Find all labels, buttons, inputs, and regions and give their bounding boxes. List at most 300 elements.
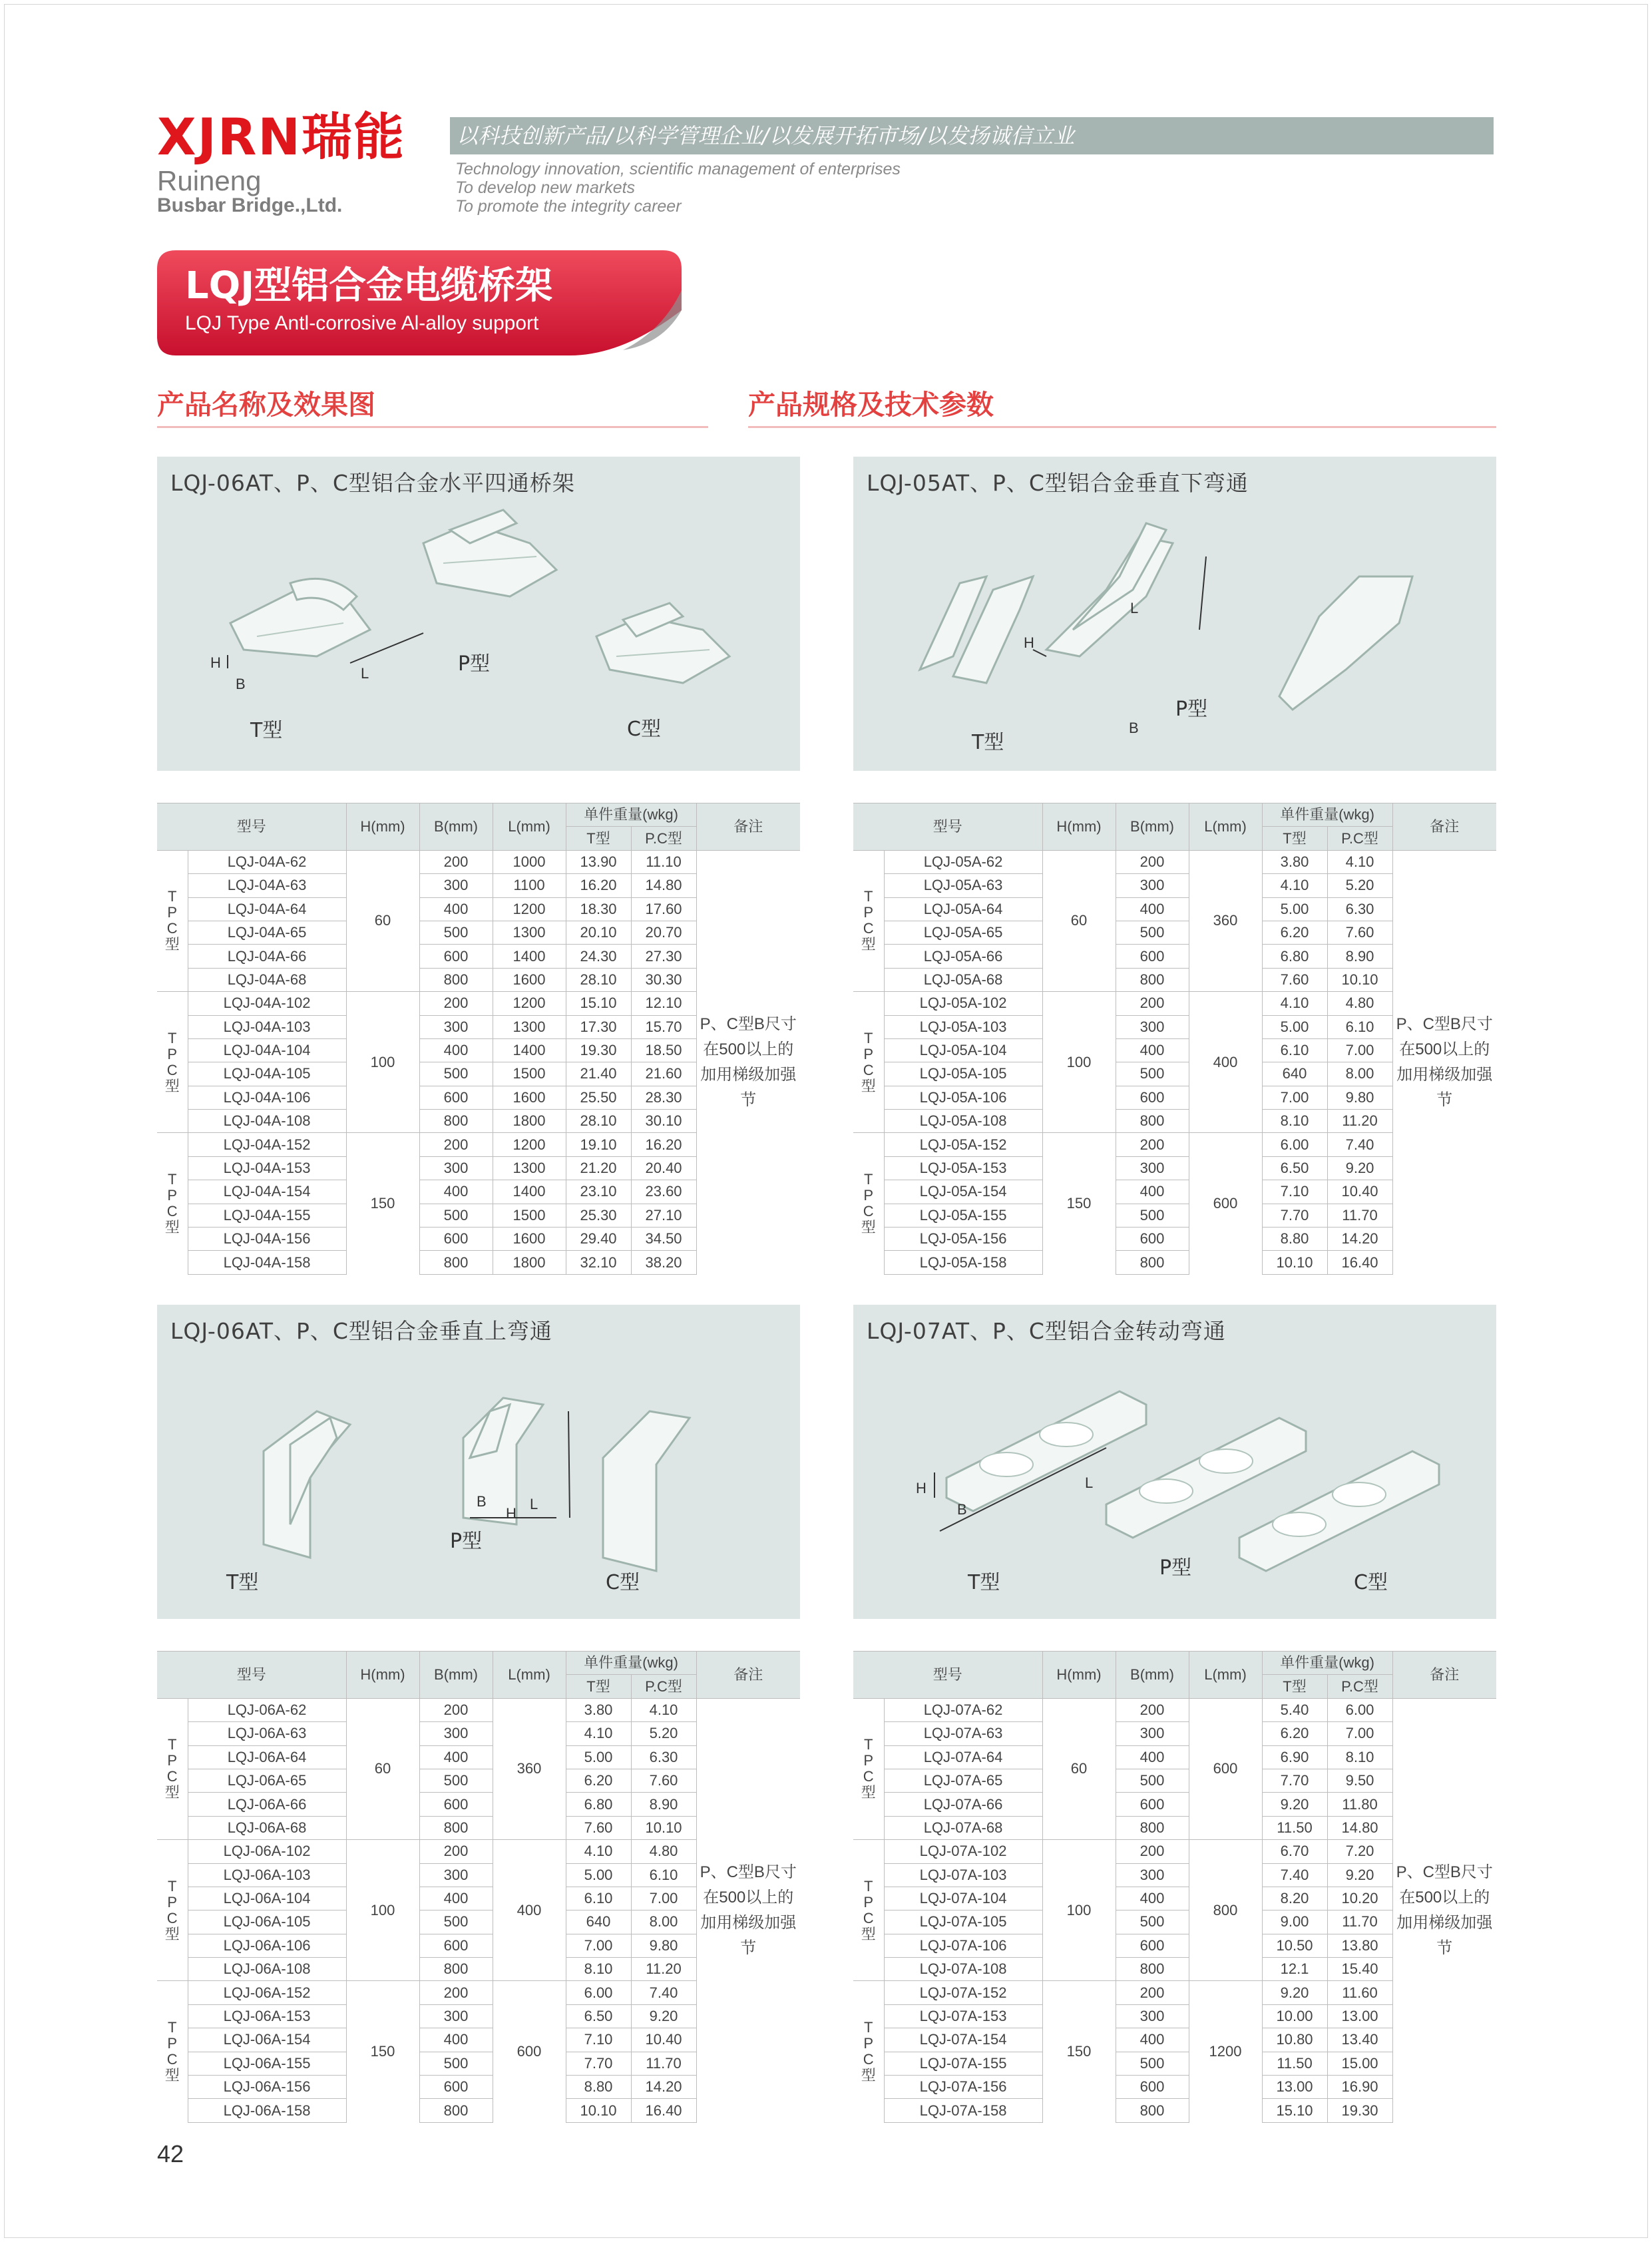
cell-model: LQJ-06A-62 [188, 1698, 346, 1721]
cell-weight-pc: 15.70 [631, 1015, 696, 1038]
cell-model: LQJ-06A-152 [188, 1981, 346, 2004]
cell-model: LQJ-04A-155 [188, 1204, 346, 1227]
cell-weight-pc: 11.80 [1327, 1793, 1392, 1816]
cell-b: 200 [419, 1981, 493, 2004]
spec-table-down-bend [853, 803, 1496, 1275]
cell-weight-pc: 7.20 [1327, 1840, 1392, 1863]
cell-weight-t: 8.80 [1262, 1228, 1327, 1251]
spec-table-4way [157, 803, 800, 1275]
cell-weight-pc: 7.40 [1327, 1133, 1392, 1156]
group-label: T P C 型 [853, 1981, 884, 2122]
cell-weight-t: 8.80 [566, 2076, 631, 2099]
cell-weight-t: 5.00 [1262, 1015, 1327, 1038]
label-p-type: P型 [1175, 698, 1208, 721]
cell-weight-t: 6.50 [1262, 1156, 1327, 1180]
cell-weight-t: 13.00 [1262, 2076, 1327, 2099]
cell-weight-pc: 16.90 [1327, 2076, 1392, 2099]
cell-b: 800 [419, 968, 493, 991]
cell-weight-pc: 23.60 [631, 1180, 696, 1204]
cell-model: LQJ-05A-106 [884, 1086, 1042, 1109]
cell-weight-t: 3.80 [566, 1698, 631, 1721]
cell-weight-t: 28.10 [566, 1110, 631, 1133]
cell-weight-t: 6.20 [1262, 921, 1327, 944]
cell-weight-pc: 11.20 [631, 1958, 696, 1981]
banner-title: LQJ型铝合金电缆桥架 [185, 264, 553, 308]
cell-weight-pc: 7.60 [1327, 921, 1392, 944]
cell-model: LQJ-07A-102 [884, 1840, 1042, 1863]
header-remark: 备注 [1392, 1652, 1496, 1699]
cell-b: 200 [419, 992, 493, 1015]
page-number: 42 [157, 2140, 184, 2167]
cell-weight-pc: 30.30 [631, 968, 696, 991]
cell-weight-t: 6.10 [1262, 1038, 1327, 1062]
cell-weight-t: 5.00 [1262, 897, 1327, 921]
cell-b: 300 [419, 1015, 493, 1038]
cell-b: 400 [419, 1887, 493, 1910]
label-p-type: P型 [1159, 1556, 1192, 1580]
cell-weight-t: 7.00 [1262, 1086, 1327, 1109]
cell-weight-t: 10.10 [566, 2099, 631, 2122]
cell-model: LQJ-05A-108 [884, 1110, 1042, 1133]
cell-model: LQJ-04A-64 [188, 897, 346, 921]
cell-weight-pc: 11.70 [1327, 1204, 1392, 1227]
cell-model: LQJ-05A-153 [884, 1156, 1042, 1180]
cell-weight-pc: 11.60 [1327, 1981, 1392, 2004]
cell-model: LQJ-04A-104 [188, 1038, 346, 1062]
table-row [157, 1698, 800, 1721]
label-c-type: C型 [1354, 1571, 1388, 1594]
cell-weight-t: 32.10 [566, 1251, 631, 1274]
cell-weight-pc: 14.20 [631, 2076, 696, 2099]
cell-weight-t: 10.80 [1262, 2028, 1327, 2052]
header-weight-t: T型 [1262, 827, 1327, 850]
cell-model: LQJ-04A-108 [188, 1110, 346, 1133]
cell-l: 1500 [493, 1062, 566, 1086]
slogan-en-2: To develop new markets [455, 178, 636, 197]
label-c-type: C型 [627, 718, 661, 741]
cell-model: LQJ-05A-63 [884, 874, 1042, 897]
cell-weight-pc: 10.10 [1327, 968, 1392, 991]
header-l: L(mm) [493, 803, 566, 851]
cell-weight-t: 16.20 [566, 874, 631, 897]
cell-model: LQJ-07A-106 [884, 1934, 1042, 1957]
header-l: L(mm) [493, 1652, 566, 1699]
header-model: 型号 [157, 803, 346, 851]
panel-title: LQJ-05AT、P、C型铝合金垂直下弯通 [867, 470, 1249, 496]
cell-l: 1100 [493, 874, 566, 897]
cell-b: 800 [1116, 2099, 1189, 2122]
cell-weight-t: 10.10 [1262, 1251, 1327, 1274]
cell-b: 800 [419, 1958, 493, 1981]
section-title-left: 产品名称及效果图 [157, 389, 375, 421]
cell-model: LQJ-04A-156 [188, 1228, 346, 1251]
cell-b: 600 [419, 945, 493, 968]
cell-weight-pc: 9.20 [1327, 1863, 1392, 1887]
cell-weight-pc: 9.20 [1327, 1156, 1392, 1180]
cell-b: 600 [1116, 2076, 1189, 2099]
cell-h: 100 [346, 1840, 419, 1981]
cell-weight-t: 8.10 [566, 1958, 631, 1981]
cell-l: 1200 [1189, 1981, 1262, 2122]
cell-l: 1300 [493, 1156, 566, 1180]
cell-weight-pc: 13.40 [1327, 2028, 1392, 2052]
cell-l: 1400 [493, 1180, 566, 1204]
group-label: T P C 型 [157, 1133, 188, 1274]
cell-weight-t: 29.40 [566, 1228, 631, 1251]
cell-model: LQJ-04A-152 [188, 1133, 346, 1156]
cell-model: LQJ-04A-62 [188, 850, 346, 873]
header-b: B(mm) [1116, 1652, 1189, 1699]
cell-l: 1300 [493, 921, 566, 944]
cell-b: 500 [419, 1204, 493, 1227]
cell-model: LQJ-05A-68 [884, 968, 1042, 991]
cell-weight-t: 25.50 [566, 1086, 631, 1109]
cell-weight-t: 12.1 [1262, 1958, 1327, 1981]
cell-b: 400 [1116, 1745, 1189, 1769]
cell-b: 500 [419, 2052, 493, 2075]
cell-model: LQJ-06A-102 [188, 1840, 346, 1863]
cell-b: 200 [419, 1698, 493, 1721]
cell-model: LQJ-04A-103 [188, 1015, 346, 1038]
cell-h: 100 [1042, 1840, 1116, 1981]
cell-weight-t: 6.70 [1262, 1840, 1327, 1863]
cell-b: 200 [419, 1840, 493, 1863]
cell-weight-t: 6.80 [1262, 945, 1327, 968]
cell-weight-pc: 27.10 [631, 1204, 696, 1227]
cell-l: 1800 [493, 1251, 566, 1274]
cell-model: LQJ-07A-65 [884, 1769, 1042, 1792]
cell-weight-pc: 7.00 [1327, 1038, 1392, 1062]
cell-model: LQJ-05A-66 [884, 945, 1042, 968]
cell-weight-t: 20.10 [566, 921, 631, 944]
cell-l: 600 [1189, 1133, 1262, 1274]
cell-weight-pc: 14.80 [1327, 1816, 1392, 1839]
cell-b: 300 [419, 2004, 493, 2028]
cell-b: 200 [419, 850, 493, 873]
slogan-en-1: Technology innovation, scientific management of enterprises [455, 160, 901, 178]
cell-weight-t: 24.30 [566, 945, 631, 968]
cell-weight-pc: 28.30 [631, 1086, 696, 1109]
cell-b: 200 [1116, 1981, 1189, 2004]
cell-model: LQJ-07A-62 [884, 1698, 1042, 1721]
cell-weight-pc: 8.90 [1327, 945, 1392, 968]
cell-model: LQJ-05A-158 [884, 1251, 1042, 1274]
dim-label-l: L [1085, 1474, 1094, 1491]
cell-model: LQJ-06A-158 [188, 2099, 346, 2122]
cell-weight-pc: 9.80 [631, 1934, 696, 1957]
cell-b: 300 [1116, 1863, 1189, 1887]
cell-b: 800 [419, 1110, 493, 1133]
cell-b: 500 [1116, 2052, 1189, 2075]
illustration-down-bend [853, 457, 1496, 771]
cell-model: LQJ-04A-153 [188, 1156, 346, 1180]
cell-l: 1200 [493, 1133, 566, 1156]
panel-title: LQJ-07AT、P、C型铝合金转动弯通 [867, 1318, 1226, 1344]
cell-model: LQJ-06A-108 [188, 1958, 346, 1981]
cell-l: 1300 [493, 1015, 566, 1038]
cell-model: LQJ-05A-65 [884, 921, 1042, 944]
cell-model: LQJ-06A-64 [188, 1745, 346, 1769]
cell-l: 1200 [493, 992, 566, 1015]
cell-b: 300 [1116, 1156, 1189, 1180]
cell-model: LQJ-06A-156 [188, 2076, 346, 2099]
cell-weight-t: 10.00 [1262, 2004, 1327, 2028]
cell-b: 300 [419, 1156, 493, 1180]
group-label: T P C 型 [853, 1133, 884, 1274]
header-weight-t: T型 [566, 827, 631, 850]
cell-l: 600 [493, 1981, 566, 2122]
cell-model: LQJ-06A-103 [188, 1863, 346, 1887]
cell-weight-t: 25.30 [566, 1204, 631, 1227]
cell-model: LQJ-07A-156 [884, 2076, 1042, 2099]
cell-model: LQJ-05A-64 [884, 897, 1042, 921]
cell-l: 1600 [493, 1086, 566, 1109]
cell-model: LQJ-04A-154 [188, 1180, 346, 1204]
header-weight: 单件重量(wkg) [1262, 803, 1392, 827]
cell-model: LQJ-04A-68 [188, 968, 346, 991]
cell-model: LQJ-05A-103 [884, 1015, 1042, 1038]
cell-b: 400 [419, 1180, 493, 1204]
cell-weight-t: 6.90 [1262, 1745, 1327, 1769]
label-p-type: P型 [458, 652, 491, 676]
cell-model: LQJ-04A-106 [188, 1086, 346, 1109]
spec-table-rotate-bend [853, 1651, 1496, 2123]
dim-label-h: H [1024, 634, 1034, 651]
section-divider-right [748, 426, 1496, 428]
cell-b: 500 [419, 1062, 493, 1086]
cell-l: 1400 [493, 1038, 566, 1062]
label-c-type: C型 [606, 1571, 640, 1594]
cell-weight-pc: 14.20 [1327, 1228, 1392, 1251]
cell-weight-pc: 8.00 [631, 1910, 696, 1934]
cell-weight-t: 11.50 [1262, 2052, 1327, 2075]
cell-remark: P、C型B尺寸在500以上的加用梯级加强节 [696, 850, 800, 1274]
header-remark: 备注 [696, 803, 800, 851]
title-banner [157, 250, 682, 355]
label-t-type: T型 [968, 1571, 1000, 1594]
cell-b: 300 [1116, 2004, 1189, 2028]
cell-b: 400 [419, 1745, 493, 1769]
header-l: L(mm) [1189, 803, 1262, 851]
dim-label-b: B [1129, 720, 1139, 736]
cell-model: LQJ-06A-104 [188, 1887, 346, 1910]
banner-subtitle: LQJ Type Antl-corrosive Al-alloy support [185, 312, 539, 334]
cell-model: LQJ-04A-63 [188, 874, 346, 897]
cell-weight-pc: 10.40 [631, 2028, 696, 2052]
cell-weight-t: 5.00 [566, 1863, 631, 1887]
cell-weight-pc: 16.20 [631, 1133, 696, 1156]
header-weight-t: T型 [566, 1675, 631, 1698]
cell-model: LQJ-04A-102 [188, 992, 346, 1015]
dim-label-l: L [1130, 600, 1139, 616]
cell-model: LQJ-05A-155 [884, 1204, 1042, 1227]
cell-weight-pc: 4.80 [1327, 992, 1392, 1015]
cell-weight-t: 6.00 [1262, 1133, 1327, 1156]
cell-h: 60 [1042, 850, 1116, 991]
cell-model: LQJ-06A-68 [188, 1816, 346, 1839]
cell-weight-t: 6.50 [566, 2004, 631, 2028]
cell-model: LQJ-05A-105 [884, 1062, 1042, 1086]
cell-weight-t: 4.10 [1262, 992, 1327, 1015]
cell-weight-pc: 18.50 [631, 1038, 696, 1062]
cell-weight-pc: 7.00 [1327, 1722, 1392, 1745]
dim-label-l: L [361, 665, 369, 682]
cell-weight-t: 5.40 [1262, 1698, 1327, 1721]
product-panel-down-bend [853, 457, 1496, 771]
cell-b: 400 [419, 897, 493, 921]
header-weight-pc: P.C型 [631, 1675, 696, 1698]
cell-weight-t: 6.20 [566, 1769, 631, 1792]
cell-weight-t: 7.10 [566, 2028, 631, 2052]
cell-weight-pc: 20.40 [631, 1156, 696, 1180]
header-remark: 备注 [1392, 803, 1496, 851]
cell-b: 800 [1116, 1110, 1189, 1133]
label-t-type: T型 [972, 731, 1004, 754]
cell-b: 600 [419, 1793, 493, 1816]
cell-weight-pc: 11.70 [631, 2052, 696, 2075]
cell-weight-pc: 8.10 [1327, 1745, 1392, 1769]
cell-remark: P、C型B尺寸在500以上的加用梯级加强节 [1392, 1698, 1496, 2122]
cell-remark: P、C型B尺寸在500以上的加用梯级加强节 [1392, 850, 1496, 1274]
cell-b: 800 [419, 1251, 493, 1274]
group-label: T P C 型 [853, 850, 884, 991]
cell-h: 60 [346, 1698, 419, 1839]
cell-model: LQJ-07A-153 [884, 2004, 1042, 2028]
cell-weight-t: 8.20 [1262, 1887, 1327, 1910]
cell-b: 300 [419, 1863, 493, 1887]
dim-label-h: H [506, 1505, 516, 1522]
label-t-type: T型 [250, 719, 283, 742]
section-divider-left [157, 426, 708, 428]
header-l: L(mm) [1189, 1652, 1262, 1699]
cell-weight-pc: 30.10 [631, 1110, 696, 1133]
cell-model: LQJ-04A-105 [188, 1062, 346, 1086]
cell-b: 200 [419, 1133, 493, 1156]
group-label: T P C 型 [157, 992, 188, 1133]
cell-h: 60 [346, 850, 419, 991]
cell-weight-t: 7.10 [1262, 1180, 1327, 1204]
cell-weight-t: 7.70 [566, 2052, 631, 2075]
header-weight-t: T型 [1262, 1675, 1327, 1698]
cell-weight-t: 8.10 [1262, 1110, 1327, 1133]
cell-b: 400 [419, 1038, 493, 1062]
cell-b: 500 [419, 1910, 493, 1934]
header-h: H(mm) [1042, 1652, 1116, 1699]
group-label: T P C 型 [853, 1840, 884, 1981]
cell-b: 400 [1116, 1038, 1189, 1062]
cell-weight-pc: 7.40 [631, 1981, 696, 2004]
cell-weight-t: 7.70 [1262, 1769, 1327, 1792]
cell-model: LQJ-07A-154 [884, 2028, 1042, 2052]
cell-weight-t: 7.40 [1262, 1863, 1327, 1887]
cell-model: LQJ-04A-66 [188, 945, 346, 968]
cell-b: 300 [1116, 1722, 1189, 1745]
cell-b: 200 [1116, 850, 1189, 873]
header-weight: 单件重量(wkg) [566, 803, 696, 827]
cell-b: 300 [419, 1722, 493, 1745]
cell-weight-t: 21.40 [566, 1062, 631, 1086]
cell-weight-t: 6.00 [566, 1981, 631, 2004]
cell-weight-t: 18.30 [566, 897, 631, 921]
cell-l: 360 [493, 1698, 566, 1839]
cell-weight-pc: 6.30 [631, 1745, 696, 1769]
cell-model: LQJ-07A-103 [884, 1863, 1042, 1887]
cell-model: LQJ-05A-62 [884, 850, 1042, 873]
slogan-cn: 以科技创新产品/以科学管理企业/以发展开拓市场/以发扬诚信立业 [457, 123, 1075, 148]
cell-weight-pc: 11.20 [1327, 1110, 1392, 1133]
cell-weight-pc: 17.60 [631, 897, 696, 921]
cell-weight-pc: 9.80 [1327, 1086, 1392, 1109]
cell-l: 1600 [493, 1228, 566, 1251]
label-p-type: P型 [450, 1530, 483, 1553]
cell-b: 300 [1116, 1015, 1189, 1038]
dim-label-l: L [530, 1496, 538, 1512]
cell-weight-t: 7.60 [1262, 968, 1327, 991]
product-panel-4way [157, 457, 800, 771]
cell-weight-t: 3.80 [1262, 850, 1327, 873]
cell-b: 600 [419, 2076, 493, 2099]
dim-label-b: B [477, 1493, 487, 1510]
cell-l: 1000 [493, 850, 566, 873]
group-label: T P C 型 [853, 1698, 884, 1839]
cell-model: LQJ-06A-155 [188, 2052, 346, 2075]
cell-weight-pc: 9.20 [631, 2004, 696, 2028]
cell-l: 1600 [493, 968, 566, 991]
cell-weight-t: 6.20 [1262, 1722, 1327, 1745]
section-title-right: 产品规格及技术参数 [748, 389, 994, 421]
cell-weight-pc: 34.50 [631, 1228, 696, 1251]
cell-l: 360 [1189, 850, 1262, 991]
cell-h: 150 [1042, 1133, 1116, 1274]
cell-weight-t: 640 [1262, 1062, 1327, 1086]
cell-b: 600 [1116, 1086, 1189, 1109]
cell-model: LQJ-07A-105 [884, 1910, 1042, 1934]
cell-weight-t: 10.50 [1262, 1934, 1327, 1957]
cell-l: 800 [1189, 1840, 1262, 1981]
cell-weight-pc: 11.70 [1327, 1910, 1392, 1934]
cell-l: 1800 [493, 1110, 566, 1133]
cell-remark: P、C型B尺寸在500以上的加用梯级加强节 [696, 1698, 800, 2122]
cell-weight-pc: 20.70 [631, 921, 696, 944]
cell-weight-pc: 5.20 [1327, 874, 1392, 897]
cell-b: 500 [1116, 1062, 1189, 1086]
cell-model: LQJ-07A-108 [884, 1958, 1042, 1981]
cell-weight-pc: 11.10 [631, 850, 696, 873]
slogan-en-3: To promote the integrity career [455, 197, 682, 216]
cell-b: 200 [1116, 1698, 1189, 1721]
cell-b: 600 [1116, 1793, 1189, 1816]
company-subtitle: Busbar Bridge.,Ltd. [157, 194, 343, 216]
header-model: 型号 [853, 803, 1042, 851]
cell-b: 300 [419, 874, 493, 897]
cell-b: 500 [419, 921, 493, 944]
cell-weight-pc: 10.20 [1327, 1887, 1392, 1910]
cell-weight-t: 9.20 [1262, 1981, 1327, 2004]
cell-weight-t: 23.10 [566, 1180, 631, 1204]
cell-model: LQJ-07A-66 [884, 1793, 1042, 1816]
product-panel-rotate-bend [853, 1305, 1496, 1619]
cell-model: LQJ-06A-63 [188, 1722, 346, 1745]
label-t-type: T型 [226, 1571, 259, 1594]
cell-b: 400 [1116, 1887, 1189, 1910]
cell-weight-pc: 6.30 [1327, 897, 1392, 921]
header-model: 型号 [853, 1652, 1042, 1699]
cell-b: 600 [419, 1934, 493, 1957]
cell-weight-pc: 4.80 [631, 1840, 696, 1863]
group-label: T P C 型 [157, 850, 188, 991]
cell-weight-pc: 10.40 [1327, 1180, 1392, 1204]
table-row [157, 850, 800, 873]
